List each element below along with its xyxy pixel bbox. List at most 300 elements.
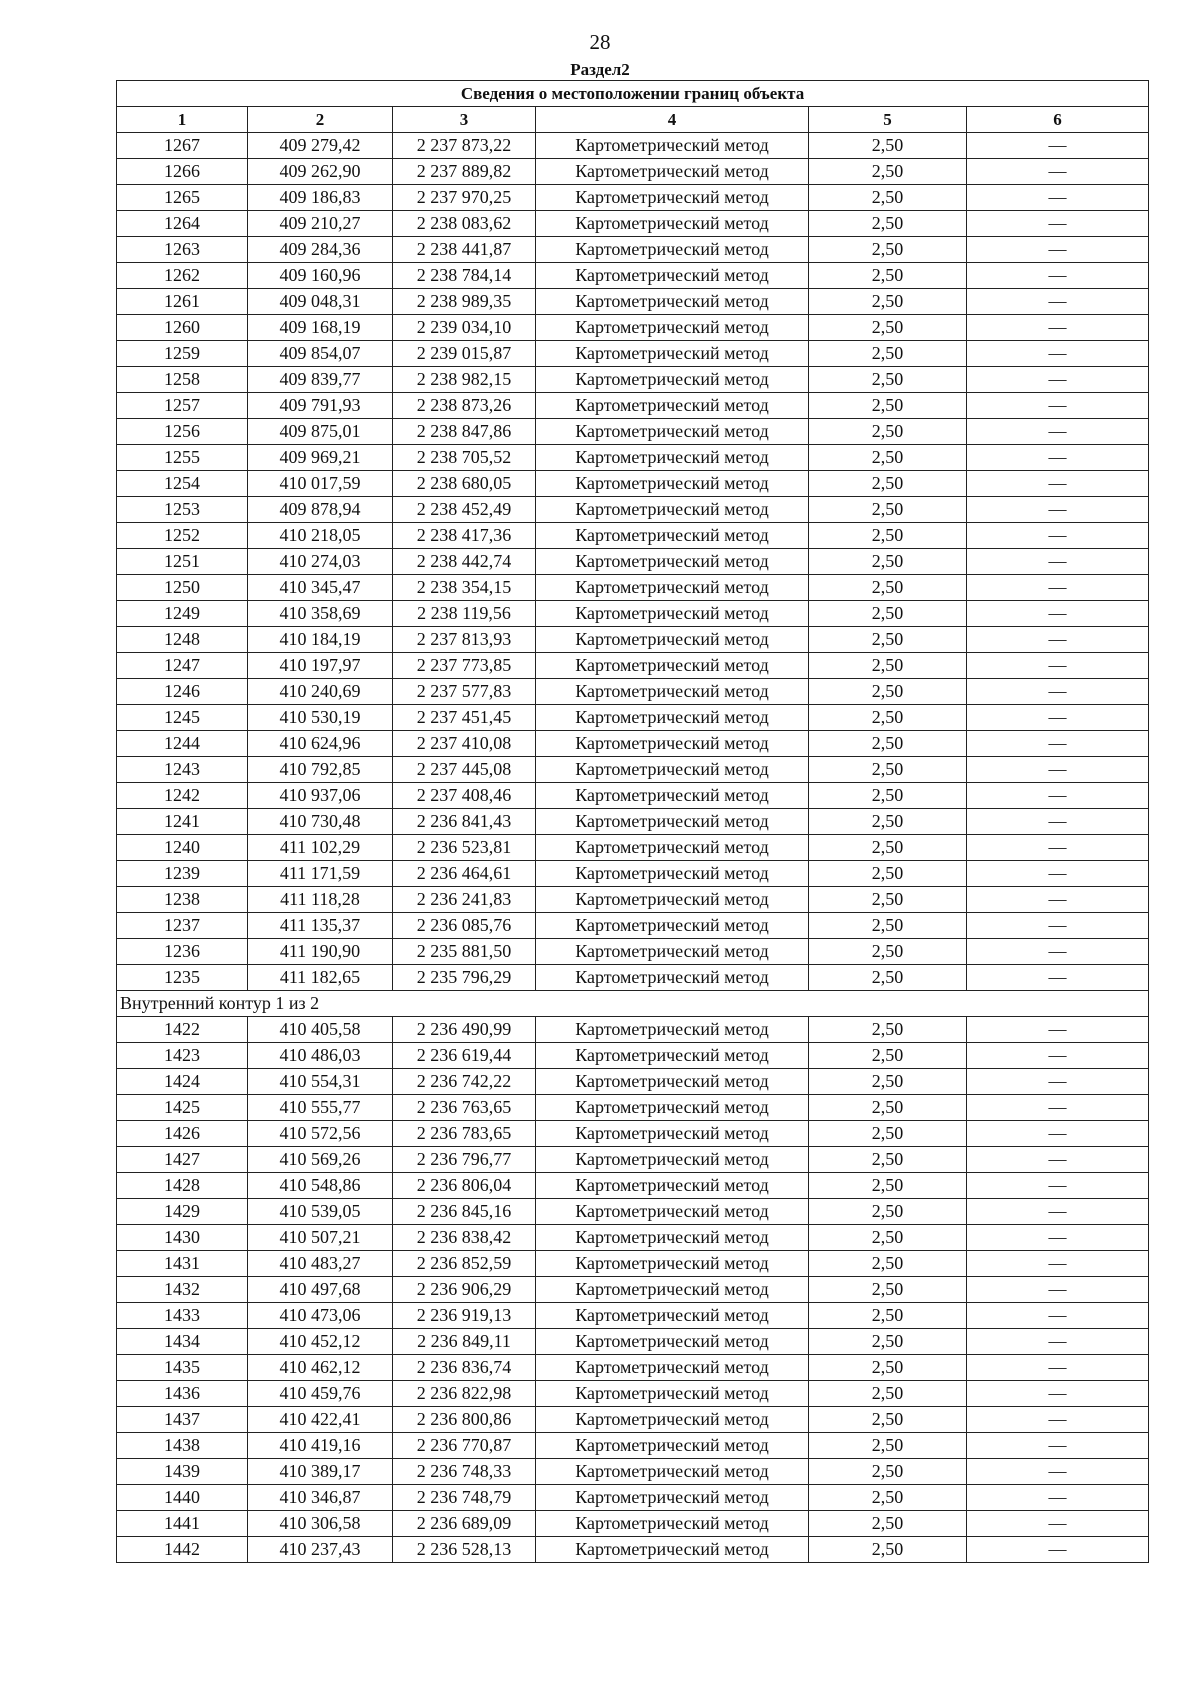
accuracy-cell: 2,50 (809, 601, 967, 627)
y-coordinate-cell: 2 236 770,87 (393, 1433, 536, 1459)
point-number-cell: 1265 (117, 185, 248, 211)
point-number-cell: 1256 (117, 419, 248, 445)
table-caption-row (117, 81, 1149, 107)
x-coordinate-cell: 410 569,26 (248, 1147, 393, 1173)
y-coordinate-cell: 2 238 847,86 (393, 419, 536, 445)
method-cell: Картометрический метод (536, 601, 809, 627)
point-number-cell: 1267 (117, 133, 248, 159)
y-coordinate-cell: 2 236 464,61 (393, 861, 536, 887)
description-cell: — (967, 1459, 1149, 1485)
accuracy-cell: 2,50 (809, 705, 967, 731)
accuracy-cell: 2,50 (809, 627, 967, 653)
x-coordinate-cell: 409 791,93 (248, 393, 393, 419)
method-cell: Картометрический метод (536, 1485, 809, 1511)
description-cell: — (967, 1485, 1149, 1511)
x-coordinate-cell: 411 135,37 (248, 913, 393, 939)
method-cell: Картометрический метод (536, 809, 809, 835)
description-cell: — (967, 419, 1149, 445)
x-coordinate-cell: 410 624,96 (248, 731, 393, 757)
description-cell: — (967, 133, 1149, 159)
table-row (117, 1095, 1149, 1121)
point-number-cell: 1253 (117, 497, 248, 523)
point-number-cell: 1248 (117, 627, 248, 653)
description-cell: — (967, 445, 1149, 471)
point-number-cell: 1257 (117, 393, 248, 419)
y-coordinate-cell: 2 238 441,87 (393, 237, 536, 263)
y-coordinate-cell: 2 237 970,25 (393, 185, 536, 211)
point-number-cell: 1423 (117, 1043, 248, 1069)
description-cell: — (967, 549, 1149, 575)
point-number-cell: 1424 (117, 1069, 248, 1095)
method-cell: Картометрический метод (536, 1303, 809, 1329)
description-cell: — (967, 341, 1149, 367)
y-coordinate-cell: 2 236 241,83 (393, 887, 536, 913)
table-row (117, 1381, 1149, 1407)
method-cell: Картометрический метод (536, 861, 809, 887)
y-coordinate-cell: 2 236 748,79 (393, 1485, 536, 1511)
x-coordinate-cell: 410 346,87 (248, 1485, 393, 1511)
accuracy-cell: 2,50 (809, 1433, 967, 1459)
table-row (117, 627, 1149, 653)
accuracy-cell: 2,50 (809, 185, 967, 211)
table-row (117, 1459, 1149, 1485)
x-coordinate-cell: 410 017,59 (248, 471, 393, 497)
x-coordinate-cell: 410 554,31 (248, 1069, 393, 1095)
description-cell: — (967, 757, 1149, 783)
table-row (117, 549, 1149, 575)
accuracy-cell: 2,50 (809, 913, 967, 939)
accuracy-cell: 2,50 (809, 289, 967, 315)
y-coordinate-cell: 2 238 989,35 (393, 289, 536, 315)
y-coordinate-cell: 2 238 452,49 (393, 497, 536, 523)
description-cell: — (967, 809, 1149, 835)
column-header: 2 (248, 107, 393, 133)
table-row (117, 835, 1149, 861)
method-cell: Картометрический метод (536, 133, 809, 159)
y-coordinate-cell: 2 237 577,83 (393, 679, 536, 705)
page-number: 28 (589, 30, 611, 54)
point-number-cell: 1263 (117, 237, 248, 263)
point-number-cell: 1239 (117, 861, 248, 887)
point-number-cell: 1440 (117, 1485, 248, 1511)
accuracy-cell: 2,50 (809, 1043, 967, 1069)
method-cell: Картометрический метод (536, 523, 809, 549)
method-cell: Картометрический метод (536, 1043, 809, 1069)
description-cell: — (967, 705, 1149, 731)
description-cell: — (967, 1537, 1149, 1563)
y-coordinate-cell: 2 239 034,10 (393, 315, 536, 341)
y-coordinate-cell: 2 237 873,22 (393, 133, 536, 159)
x-coordinate-cell: 409 878,94 (248, 497, 393, 523)
method-cell: Картометрический метод (536, 211, 809, 237)
accuracy-cell: 2,50 (809, 783, 967, 809)
description-cell: — (967, 1199, 1149, 1225)
y-coordinate-cell: 2 236 523,81 (393, 835, 536, 861)
accuracy-cell: 2,50 (809, 211, 967, 237)
table-row (117, 1433, 1149, 1459)
description-cell: — (967, 861, 1149, 887)
table-row (117, 237, 1149, 263)
x-coordinate-cell: 410 548,86 (248, 1173, 393, 1199)
table-row (117, 679, 1149, 705)
x-coordinate-cell: 410 274,03 (248, 549, 393, 575)
table-row (117, 133, 1149, 159)
method-cell: Картометрический метод (536, 341, 809, 367)
accuracy-cell: 2,50 (809, 1381, 967, 1407)
method-cell: Картометрический метод (536, 653, 809, 679)
table-row (117, 393, 1149, 419)
x-coordinate-cell: 410 539,05 (248, 1199, 393, 1225)
accuracy-cell: 2,50 (809, 1355, 967, 1381)
y-coordinate-cell: 2 236 841,43 (393, 809, 536, 835)
description-cell: — (967, 393, 1149, 419)
accuracy-cell: 2,50 (809, 1017, 967, 1043)
table-row (117, 1147, 1149, 1173)
x-coordinate-cell: 410 572,56 (248, 1121, 393, 1147)
point-number-cell: 1441 (117, 1511, 248, 1537)
point-number-cell: 1255 (117, 445, 248, 471)
description-cell: — (967, 575, 1149, 601)
table-row (117, 1017, 1149, 1043)
description-cell: — (967, 783, 1149, 809)
x-coordinate-cell: 410 792,85 (248, 757, 393, 783)
table-row (117, 1173, 1149, 1199)
table-row (117, 1355, 1149, 1381)
point-number-cell: 1431 (117, 1251, 248, 1277)
method-cell: Картометрический метод (536, 679, 809, 705)
description-cell: — (967, 965, 1149, 991)
x-coordinate-cell: 409 875,01 (248, 419, 393, 445)
accuracy-cell: 2,50 (809, 1329, 967, 1355)
table-row (117, 367, 1149, 393)
description-cell: — (967, 237, 1149, 263)
method-cell: Картометрический метод (536, 1017, 809, 1043)
accuracy-cell: 2,50 (809, 835, 967, 861)
table-row (117, 1537, 1149, 1563)
y-coordinate-cell: 2 237 445,08 (393, 757, 536, 783)
description-cell: — (967, 497, 1149, 523)
y-coordinate-cell: 2 238 354,15 (393, 575, 536, 601)
accuracy-cell: 2,50 (809, 653, 967, 679)
x-coordinate-cell: 409 854,07 (248, 341, 393, 367)
description-cell: — (967, 1407, 1149, 1433)
accuracy-cell: 2,50 (809, 575, 967, 601)
point-number-cell: 1247 (117, 653, 248, 679)
y-coordinate-cell: 2 236 849,11 (393, 1329, 536, 1355)
table-row (117, 315, 1149, 341)
point-number-cell: 1249 (117, 601, 248, 627)
y-coordinate-cell: 2 236 783,65 (393, 1121, 536, 1147)
accuracy-cell: 2,50 (809, 809, 967, 835)
x-coordinate-cell: 409 168,19 (248, 315, 393, 341)
x-coordinate-cell: 409 186,83 (248, 185, 393, 211)
point-number-cell: 1243 (117, 757, 248, 783)
accuracy-cell: 2,50 (809, 1485, 967, 1511)
column-header: 4 (536, 107, 809, 133)
y-coordinate-cell: 2 238 119,56 (393, 601, 536, 627)
accuracy-cell: 2,50 (809, 1199, 967, 1225)
x-coordinate-cell: 410 462,12 (248, 1355, 393, 1381)
description-cell: — (967, 367, 1149, 393)
method-cell: Картометрический метод (536, 445, 809, 471)
y-coordinate-cell: 2 237 408,46 (393, 783, 536, 809)
accuracy-cell: 2,50 (809, 939, 967, 965)
x-coordinate-cell: 410 486,03 (248, 1043, 393, 1069)
accuracy-cell: 2,50 (809, 861, 967, 887)
method-cell: Картометрический метод (536, 913, 809, 939)
description-cell: — (967, 1043, 1149, 1069)
method-cell: Картометрический метод (536, 1225, 809, 1251)
point-number-cell: 1426 (117, 1121, 248, 1147)
point-number-cell: 1262 (117, 263, 248, 289)
x-coordinate-cell: 409 284,36 (248, 237, 393, 263)
description-cell: — (967, 1303, 1149, 1329)
y-coordinate-cell: 2 237 773,85 (393, 653, 536, 679)
y-coordinate-cell: 2 235 796,29 (393, 965, 536, 991)
method-cell: Картометрический метод (536, 1069, 809, 1095)
point-number-cell: 1436 (117, 1381, 248, 1407)
x-coordinate-cell: 410 218,05 (248, 523, 393, 549)
method-cell: Картометрический метод (536, 783, 809, 809)
point-number-cell: 1250 (117, 575, 248, 601)
y-coordinate-cell: 2 238 083,62 (393, 211, 536, 237)
point-number-cell: 1244 (117, 731, 248, 757)
description-cell: — (967, 211, 1149, 237)
accuracy-cell: 2,50 (809, 1095, 967, 1121)
accuracy-cell: 2,50 (809, 1303, 967, 1329)
x-coordinate-cell: 410 530,19 (248, 705, 393, 731)
method-cell: Картометрический метод (536, 965, 809, 991)
description-cell: — (967, 601, 1149, 627)
table-row (117, 523, 1149, 549)
x-coordinate-cell: 410 419,16 (248, 1433, 393, 1459)
x-coordinate-cell: 410 306,58 (248, 1511, 393, 1537)
method-cell: Картометрический метод (536, 159, 809, 185)
description-cell: — (967, 939, 1149, 965)
x-coordinate-cell: 410 422,41 (248, 1407, 393, 1433)
accuracy-cell: 2,50 (809, 263, 967, 289)
y-coordinate-cell: 2 236 796,77 (393, 1147, 536, 1173)
x-coordinate-cell: 409 262,90 (248, 159, 393, 185)
description-cell: — (967, 1355, 1149, 1381)
method-cell: Картометрический метод (536, 1433, 809, 1459)
method-cell: Картометрический метод (536, 731, 809, 757)
accuracy-cell: 2,50 (809, 133, 967, 159)
y-coordinate-cell: 2 237 410,08 (393, 731, 536, 757)
table-row (117, 1511, 1149, 1537)
y-coordinate-cell: 2 236 800,86 (393, 1407, 536, 1433)
method-cell: Картометрический метод (536, 497, 809, 523)
point-number-cell: 1242 (117, 783, 248, 809)
description-cell: — (967, 1329, 1149, 1355)
x-coordinate-cell: 411 102,29 (248, 835, 393, 861)
accuracy-cell: 2,50 (809, 549, 967, 575)
method-cell: Картометрический метод (536, 835, 809, 861)
method-cell: Картометрический метод (536, 757, 809, 783)
method-cell: Картометрический метод (536, 315, 809, 341)
point-number-cell: 1435 (117, 1355, 248, 1381)
y-coordinate-cell: 2 236 845,16 (393, 1199, 536, 1225)
x-coordinate-cell: 410 184,19 (248, 627, 393, 653)
description-cell: — (967, 1069, 1149, 1095)
accuracy-cell: 2,50 (809, 367, 967, 393)
table-row (117, 887, 1149, 913)
y-coordinate-cell: 2 238 982,15 (393, 367, 536, 393)
table-row (117, 575, 1149, 601)
x-coordinate-cell: 411 182,65 (248, 965, 393, 991)
method-cell: Картометрический метод (536, 1407, 809, 1433)
description-cell: — (967, 1381, 1149, 1407)
method-cell: Картометрический метод (536, 887, 809, 913)
x-coordinate-cell: 411 118,28 (248, 887, 393, 913)
y-coordinate-cell: 2 238 873,26 (393, 393, 536, 419)
x-coordinate-cell: 410 459,76 (248, 1381, 393, 1407)
description-cell: — (967, 1017, 1149, 1043)
description-cell: — (967, 1511, 1149, 1537)
column-header: 5 (809, 107, 967, 133)
table-row (117, 861, 1149, 887)
y-coordinate-cell: 2 235 881,50 (393, 939, 536, 965)
table-row (117, 1303, 1149, 1329)
description-cell: — (967, 627, 1149, 653)
description-cell: — (967, 731, 1149, 757)
x-coordinate-cell: 410 483,27 (248, 1251, 393, 1277)
contour-label-row (117, 991, 1149, 1017)
point-number-cell: 1260 (117, 315, 248, 341)
point-number-cell: 1241 (117, 809, 248, 835)
y-coordinate-cell: 2 236 085,76 (393, 913, 536, 939)
x-coordinate-cell: 411 171,59 (248, 861, 393, 887)
accuracy-cell: 2,50 (809, 471, 967, 497)
description-cell: — (967, 679, 1149, 705)
y-coordinate-cell: 2 236 748,33 (393, 1459, 536, 1485)
accuracy-cell: 2,50 (809, 445, 967, 471)
boundary-table (116, 80, 1149, 1563)
point-number-cell: 1264 (117, 211, 248, 237)
table-row (117, 471, 1149, 497)
table-row (117, 263, 1149, 289)
method-cell: Картометрический метод (536, 1329, 809, 1355)
y-coordinate-cell: 2 238 442,74 (393, 549, 536, 575)
point-number-cell: 1425 (117, 1095, 248, 1121)
point-number-cell: 1261 (117, 289, 248, 315)
accuracy-cell: 2,50 (809, 523, 967, 549)
description-cell: — (967, 1433, 1149, 1459)
method-cell: Картометрический метод (536, 393, 809, 419)
table-row (117, 341, 1149, 367)
x-coordinate-cell: 410 730,48 (248, 809, 393, 835)
y-coordinate-cell: 2 236 528,13 (393, 1537, 536, 1563)
y-coordinate-cell: 2 237 889,82 (393, 159, 536, 185)
point-number-cell: 1236 (117, 939, 248, 965)
method-cell: Картометрический метод (536, 627, 809, 653)
y-coordinate-cell: 2 236 806,04 (393, 1173, 536, 1199)
table-row (117, 1121, 1149, 1147)
point-number-cell: 1438 (117, 1433, 248, 1459)
table-row (117, 497, 1149, 523)
x-coordinate-cell: 411 190,90 (248, 939, 393, 965)
description-cell: — (967, 1173, 1149, 1199)
y-coordinate-cell: 2 238 680,05 (393, 471, 536, 497)
accuracy-cell: 2,50 (809, 1277, 967, 1303)
description-cell: — (967, 1095, 1149, 1121)
table-row (117, 1069, 1149, 1095)
table-row (117, 185, 1149, 211)
x-coordinate-cell: 410 405,58 (248, 1017, 393, 1043)
y-coordinate-cell: 2 236 822,98 (393, 1381, 536, 1407)
description-cell: — (967, 289, 1149, 315)
description-cell: — (967, 185, 1149, 211)
accuracy-cell: 2,50 (809, 315, 967, 341)
x-coordinate-cell: 410 473,06 (248, 1303, 393, 1329)
method-cell: Картометрический метод (536, 1199, 809, 1225)
point-number-cell: 1428 (117, 1173, 248, 1199)
accuracy-cell: 2,50 (809, 393, 967, 419)
table-row (117, 757, 1149, 783)
table-row (117, 913, 1149, 939)
y-coordinate-cell: 2 236 742,22 (393, 1069, 536, 1095)
x-coordinate-cell: 410 937,06 (248, 783, 393, 809)
y-coordinate-cell: 2 236 919,13 (393, 1303, 536, 1329)
x-coordinate-cell: 409 048,31 (248, 289, 393, 315)
point-number-cell: 1258 (117, 367, 248, 393)
column-header: 6 (967, 107, 1149, 133)
method-cell: Картометрический метод (536, 575, 809, 601)
y-coordinate-cell: 2 236 490,99 (393, 1017, 536, 1043)
accuracy-cell: 2,50 (809, 159, 967, 185)
accuracy-cell: 2,50 (809, 1069, 967, 1095)
method-cell: Картометрический метод (536, 237, 809, 263)
point-number-cell: 1433 (117, 1303, 248, 1329)
method-cell: Картометрический метод (536, 289, 809, 315)
point-number-cell: 1259 (117, 341, 248, 367)
description-cell: — (967, 471, 1149, 497)
x-coordinate-cell: 410 358,69 (248, 601, 393, 627)
table-row (117, 1329, 1149, 1355)
table-row (117, 1277, 1149, 1303)
accuracy-cell: 2,50 (809, 1173, 967, 1199)
description-cell: — (967, 835, 1149, 861)
method-cell: Картометрический метод (536, 705, 809, 731)
y-coordinate-cell: 2 237 813,93 (393, 627, 536, 653)
table-row (117, 1199, 1149, 1225)
contour-label: Внутренний контур 1 из 2 (117, 991, 1149, 1017)
y-coordinate-cell: 2 236 852,59 (393, 1251, 536, 1277)
y-coordinate-cell: 2 239 015,87 (393, 341, 536, 367)
description-cell: — (967, 1147, 1149, 1173)
point-number-cell: 1246 (117, 679, 248, 705)
method-cell: Картометрический метод (536, 1251, 809, 1277)
point-number-cell: 1442 (117, 1537, 248, 1563)
point-number-cell: 1427 (117, 1147, 248, 1173)
description-cell: — (967, 653, 1149, 679)
accuracy-cell: 2,50 (809, 1511, 967, 1537)
point-number-cell: 1422 (117, 1017, 248, 1043)
table-row (117, 965, 1149, 991)
accuracy-cell: 2,50 (809, 1121, 967, 1147)
table-row (117, 731, 1149, 757)
x-coordinate-cell: 410 237,43 (248, 1537, 393, 1563)
accuracy-cell: 2,50 (809, 1251, 967, 1277)
method-cell: Картометрический метод (536, 367, 809, 393)
x-coordinate-cell: 409 839,77 (248, 367, 393, 393)
accuracy-cell: 2,50 (809, 497, 967, 523)
table-row (117, 419, 1149, 445)
method-cell: Картометрический метод (536, 1095, 809, 1121)
point-number-cell: 1252 (117, 523, 248, 549)
x-coordinate-cell: 409 279,42 (248, 133, 393, 159)
x-coordinate-cell: 409 210,27 (248, 211, 393, 237)
